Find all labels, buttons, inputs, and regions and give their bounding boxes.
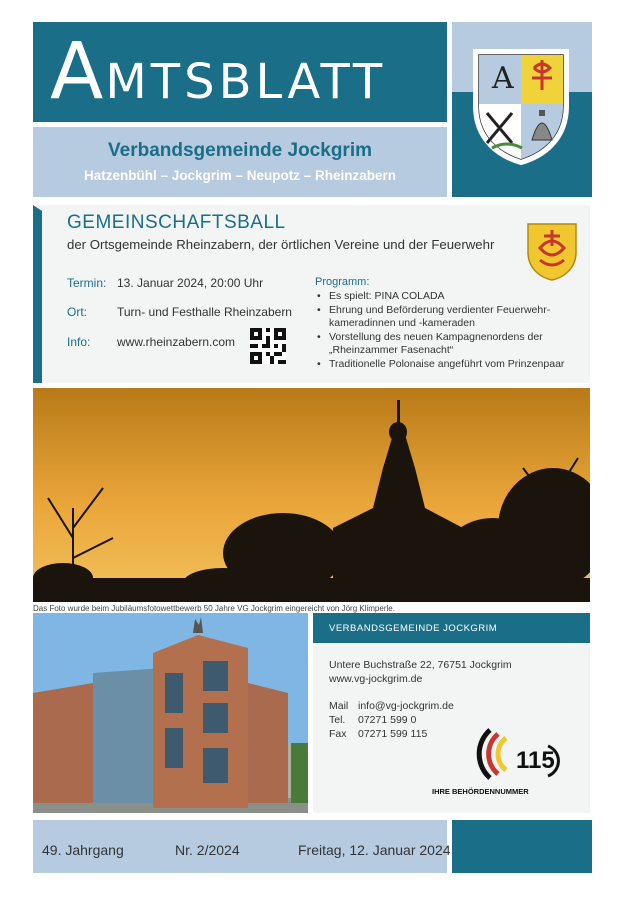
coat-of-arms-icon	[472, 48, 570, 166]
logo-115-number: 115	[516, 747, 555, 774]
event-accent-bar	[33, 205, 45, 383]
program-item: • Traditionelle Polonaise angeführt vom Prinzenpaar	[315, 358, 585, 372]
rheinzabern-arms-icon	[526, 222, 578, 282]
town-hall-photo	[33, 613, 308, 813]
contact-mail-link[interactable]: info@vg-jockgrim.de	[358, 700, 454, 712]
publisher-towns: Hatzenbühl – Jockgrim – Neupotz – Rheinzabern	[83, 168, 397, 183]
contact-heading: VERBANDSGEMEINDE JOCKGRIM	[329, 623, 498, 634]
qr-code-icon[interactable]	[250, 328, 286, 364]
contact-phone: 07271 599 0	[358, 714, 417, 726]
program-heading: Programm:	[315, 276, 370, 288]
footer-volume: 49. Jahrgang	[42, 842, 124, 858]
svg-text:A: A	[492, 61, 514, 96]
sunset-church-photo	[33, 388, 590, 602]
contact-address: Untere Buchstraße 22, 76751 Jockgrim	[329, 659, 512, 671]
photo-caption: Das Foto wurde beim Jubiläumsfotowettbewerb 50 Jahre VG Jockgrim eingereicht von Jörg Klimperle.	[33, 604, 395, 613]
event-detail-date: 13. Januar 2024, 20:00 Uhr	[117, 276, 264, 290]
masthead-title-rest: MTSBLATT	[105, 54, 387, 110]
event-detail-label-info: Info:	[67, 335, 91, 349]
publisher-band	[33, 127, 447, 197]
contact-fax: 07271 599 115	[358, 728, 428, 740]
event-detail-label-date: Termin:	[67, 276, 107, 290]
footer-issue: Nr. 2/2024	[175, 842, 240, 858]
logo-115-caption: IHRE BEHÖRDENNUMMER	[432, 787, 529, 796]
event-detail-info-link[interactable]: www.rheinzabern.com	[117, 335, 236, 349]
program-item: • Es spielt: PINA COLADA	[315, 290, 585, 304]
footer-block	[452, 820, 592, 873]
event-title: GEMEINSCHAFTSBALL	[67, 212, 286, 233]
contact-fax-label: Fax	[329, 728, 347, 740]
masthead-title	[50, 27, 387, 117]
event-subtitle: der Ortsgemeinde Rheinzabern, der örtlichen Vereine und der Feuerwehr	[67, 237, 495, 252]
contact-mail-label: Mail	[329, 700, 349, 712]
contact-phone-label: Tel.	[329, 714, 346, 726]
program-item: • Vorstellung des neuen Kampagnenordens der „Rheinzammer Fasenacht“	[315, 331, 585, 358]
masthead-title-initial: A	[50, 27, 106, 117]
contact-website-link[interactable]: www.vg-jockgrim.de	[329, 673, 423, 685]
program-item: • Ehrung und Beförderung verdienter Feuerwehr-kameradinnen und -kameraden	[315, 304, 585, 331]
footer-date: Freitag, 12. Januar 2024	[298, 842, 451, 858]
event-detail-venue: Turn- und Festhalle Rheinzabern	[117, 305, 292, 319]
event-detail-label-venue: Ort:	[67, 305, 87, 319]
program-list	[315, 290, 585, 372]
publisher-name: Verbandsgemeinde Jockgrim	[108, 140, 372, 161]
logo-115-icon	[420, 720, 580, 800]
